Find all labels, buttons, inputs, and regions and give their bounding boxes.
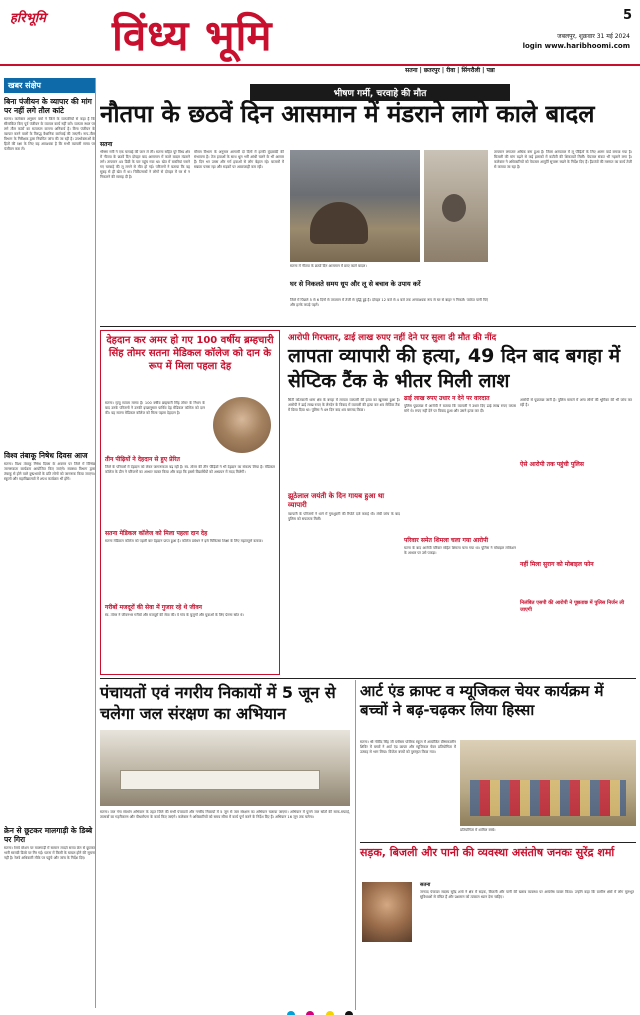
murder-sub-1: ढाई लाख रुपए उधार न देने पर वारदात xyxy=(404,395,490,402)
sidebar-header: खबर संक्षेप xyxy=(4,78,95,93)
sidebar-body-2: सतना। विश्व तंबाकू निषेध दिवस के अवसर पर जिले में विभिन्न जागरूकता कार्यक्रम आयोजित किए जाएंगे। स्वास्थ्य विभाग द्वारा तंबाकू से होने वाले दुष्प्रभावों के प्रति लोगों को जागरूक किया जाएगा। स्कूलों और महाविद्यालयों में शपथ कार्यक्रम भी होंगे। xyxy=(4,462,95,481)
sidebar-headline-1: बिना पंजीयन के व्यापार की मांग पर नहीं लगे तौल कांटे xyxy=(4,97,92,115)
lead-body-3: तापमान लगातार अधिक बना हुआ है। जिला अस्पताल में लू पीड़ितों के लिए अलग वार्ड बनाया गया है। बिजली की मांग बढ़ने से कई इलाकों में कटौती की शिकायतें मिलीं। पेयजल संकट भी गहराने लगा है। कलेक्टर ने अधिकारियों को पेयजल आपूर्ति सुचारू रखने के निर्देश दिए हैं। हैंडपंपों की मरम्मत का कार्य तेजी से कराया जा रहा है। xyxy=(494,150,632,169)
registration-marks xyxy=(230,1004,410,1015)
divider-3 xyxy=(360,842,636,843)
lead-subhead: घर से निकलते समय धूप और लू से बचाव के उपाय करें xyxy=(290,280,421,288)
sidebar-body-3: सतना। रेलवे स्टेशन पर मालगाड़ी में सामान लादते समय क्रेन से छूटकर भारी सामग्री डिब्बे पर गिर गई। घटना में किसी के घायल होने की सूचना नहीं है। रेलवे अधिकारी मौके पर पहुंचे और जांच के निर्देश दिए। xyxy=(4,846,95,860)
road-dateline: सतना xyxy=(420,882,431,888)
cyan-dot xyxy=(287,1011,295,1015)
murder-body-1: सिटी कोतवाली थाना क्षेत्र के बगहा में लापता व्यापारी की हत्या का खुलासा हुआ है। आरोपी ने ढाई लाख रुपए के लेनदेन के विवाद में व्यापारी की हत्या कर शव सेप्टिक टैंक में छिपा दिया था। पुलिस ने 49 दिन बाद शव बरामद किया। xyxy=(288,398,400,412)
water-body: सतना। जल गंगा संवर्धन अभियान के तहत जिले की सभी पंचायतों और नगरीय निकायों में 5 जून से जल संरक्षण का अभियान चलाया जाएगा। अभियान में पुराने जल स्रोतों की साफ-सफाई, तालाबों का गहरीकरण और पौधारोपण के कार्य किए जाएंगे। कलेक्टर ने अधिकारियों को समय सीमा में कार्य पूर्ण करने के निर्देश दिए हैं। अभियान 16 जून तक चलेगा। xyxy=(100,810,350,819)
murder-body-4: घटना के बाद आरोपी परिवार सहित शिमला चला गया था। पुलिस ने मोबाइल लोकेशन के आधार पर उसे पकड़ा। xyxy=(404,546,516,555)
murder-sub-4: ऐसे आरोपी तक पहुंची पुलिस xyxy=(520,461,584,468)
art-body: सतना। श्री गोविंद सिंह जी ब्लॉसम पब्लिक स्कूल में आयोजित ग्रीष्मकालीन शिविर में बच्चों ने आर्ट एंड क्राफ्ट और म्यूजिकल चेयर प्रतियोगिता में उत्साह से भाग लिया। विजेता बच्चों को पुरस्कृत किया गया। xyxy=(360,740,456,754)
box-story xyxy=(100,330,280,675)
box-body-3: सतना मेडिकल कॉलेज को पहली बार देहदान प्राप्त हुआ है। कॉलेज प्रबंधन ने इसे चिकित्सा शिक्षा के लिए महत्वपूर्ण बताया। xyxy=(105,539,263,543)
box-sub-1: तीन पीढ़ियों ने देहदान से हुए प्रेरित xyxy=(105,456,180,463)
divider-2 xyxy=(100,678,636,679)
art-photo xyxy=(460,740,636,826)
lead-photo-2 xyxy=(424,150,488,262)
lead-subbody: जिले में पिछले 5 से 6 दिनों से तापमान में तेजी से वृद्धि हुई है। दोपहर 12 बजे से 4 बजे तक अनावश्यक रूप से घर से बाहर न निकलें। पर्याप्त पानी पिएं और हल्के कपड़े पहनें। xyxy=(290,298,488,307)
murder-body-3: व्यापारी के परिजनों ने थाने में गुमशुदगी की रिपोर्ट दर्ज कराई थी। लंबी जांच के बाद पुलिस को सफलता मिली। xyxy=(288,512,400,521)
sidebar-headline-2: विश्व तंबाकू निषेध दिवस आज xyxy=(4,451,88,460)
sidebar xyxy=(4,78,96,1008)
box-portrait xyxy=(213,397,271,453)
section-title: विंध्य भूमि xyxy=(112,11,273,60)
lead-kicker: भीषण गर्मी, चरवाहे की मौत xyxy=(250,84,510,101)
murder-sub-5: नहीं मिला सुराग को मोबाइल फोन xyxy=(520,561,594,568)
murder-body-2: पुलिस पूछताछ में आरोपी ने बताया कि व्यापारी ने उधार दिए ढाई लाख रुपए वापस मांगे थे। रुपए नहीं देने पर विवाद हुआ और उसने हत्या कर दी। xyxy=(404,404,516,413)
issue-date: जबलपुर, शुक्रवार 31 मई 2024 xyxy=(557,33,630,40)
murder-body-5: आरोपी से पूछताछ जारी है। पुलिस मामले में अन्य लोगों की भूमिका की भी जांच कर रही है। xyxy=(520,398,632,407)
box-headline: देहदान कर अमर हो गए 100 वर्षीय ब्रम्हचारी सिंह तोमर सतना मेडिकल कॉलेज को दान के रूप में मिला पहला देह xyxy=(106,335,274,372)
magenta-dot xyxy=(306,1011,314,1015)
brand-logo: हरिभूमि xyxy=(10,11,46,26)
region-strip: सतना | छतरपुर | रीवा | सिंगरौली | पन्ना xyxy=(405,67,495,74)
divider-v xyxy=(355,680,356,1010)
lead-dateline: सतना xyxy=(100,141,113,148)
murder-sub-2: झूठेलाल जयंती के दिन गायब हुआ था व्यापारी xyxy=(288,492,385,509)
box-body-1: सतना। मृत्यु सत्यम मानव है। 100 वर्षीय ब्रम्हचारी सिंह तोमर के निधन के बाद उनके परिजनों ने उनकी इच्छानुसार पार्थिव देह मेडिकल कॉलेज को दान की। यह सतना मेडिकल कॉलेज को मिला पहला देहदान है। xyxy=(105,401,205,415)
box-sub-3: गरीबों मजदूरों की सेवा में गुजार रहे थे जीवन xyxy=(105,604,202,611)
water-headline: पंचायतों एवं नगरीय निकायों में 5 जून से चलेगा जल संरक्षण का अभियान xyxy=(100,683,336,723)
road-portrait xyxy=(362,882,412,942)
murder-sub-3: परिवार समेत शिमला चला गया आरोपी xyxy=(404,537,489,544)
road-body: जनपद पंचायत सदस्य सुरेंद्र शर्मा ने क्षेत्र में सड़क, बिजली और पानी की खराब व्यवस्था पर असंतोष व्यक्त किया। उन्होंने कहा कि ग्रामीण क्षेत्रों में लोग मूलभूत सुविधाओं से वंचित हैं और प्रशासन को तत्काल ध्यान देना चाहिए। xyxy=(420,890,634,899)
lead-caption: सतना में नौतपा के छठवें दिन आसमान में छाए काले बादल। xyxy=(290,264,367,268)
art-caption: प्रतियोगिता में शामिल बच्चे। xyxy=(460,828,496,832)
yellow-dot xyxy=(326,1011,334,1015)
photo-bird xyxy=(442,194,466,222)
photo-figure xyxy=(310,202,368,244)
lead-headline-text: नौतपा के छठवें दिन आसमान में मंडराने लागे काले बादल xyxy=(100,100,595,128)
site-url[interactable]: login www.haribhoomi.com xyxy=(522,42,630,50)
lead-body-2: मौसम विभाग के अनुसार आगामी दो दिनों में हल्की बूंदाबांदी की संभावना है। तेज हवाओं के साथ धूल भरी आंधी चलने के भी आसार हैं। दिन भर उमस और गर्म हवाओं से लोग बेहाल रहे। बाजारों में सन्नाटा पसरा रहा और सड़कों पर आवाजाही कम रही। xyxy=(194,150,284,169)
sidebar-headline-3: क्रेन से छूटकर मालगाड़ी के डिब्बे पर गिरा xyxy=(4,826,93,844)
meeting-table xyxy=(120,770,320,790)
masthead xyxy=(0,0,640,66)
box-body-2: जिले के परिवारों में देहदान को लेकर जागरूकता बढ़ रही है। स्व. तोमर की तीन पीढ़ियों ने भी देहदान का संकल्प लिया है। मेडिकल कॉलेज के डीन ने परिजनों का आभार व्यक्त किया और कहा कि इससे विद्यार्थियों को अध्ययन में मदद मिलेगी। xyxy=(105,465,275,474)
sidebar-body-1: सतना। कलेक्टर अनुराग वर्मा ने जिले के व्यापारियों से कहा है कि सीमांकित किए पूर्व पंजीयन के व्यापार कार्य नहीं करें। व्यापार स्थल पर लगे तौल कांटों का सत्यापन कराना अनिवार्य है। बिना पंजीयन के व्यापार करने वालों के विरुद्ध वैधानिक कार्रवाई की जाएगी। नाप-तौल विभाग के निरीक्षक द्वारा नियमित जांच की जा रही है। उपभोक्ताओं के हितों की रक्षा के लिए यह आवश्यक है कि सभी व्यापारी समय पर पंजीयन करा लें। xyxy=(4,117,95,151)
lead-photo-1 xyxy=(290,150,420,262)
murder-kicker: आरोपी गिरफ्तार, ढाई लाख रुपए नहीं देने पर सुला दी मौत की नींद xyxy=(288,333,497,343)
page-number: 5 xyxy=(622,8,632,23)
murder-footer: निलंबित एसपी की आरोपी ने पूछताछ में पुलिस निर्जन ली जाएगी xyxy=(520,600,625,613)
divider-1 xyxy=(100,326,636,327)
photo-kids xyxy=(470,780,626,816)
art-headline: आर्ट एंड क्राफ्ट व म्यूजिकल चेयर कार्यक्रम में बच्चों ने बढ़-चढ़कर लिया हिस्सा xyxy=(360,682,604,719)
black-dot xyxy=(345,1011,353,1015)
murder-headline: लापता व्यापारी की हत्या, 49 दिन बाद बगहा में सेप्टिक टैंक के भीतर मिली लाश xyxy=(288,345,621,392)
road-headline: सड़क, बिजली और पानी की व्यवस्था असंतोष जनकः सुरेंद्र शर्मा xyxy=(360,846,615,859)
lead-body-1: भीषण गर्मी ने एक चरवाहे की जान ले ली। सतना सहित पूरे विंध्य क्षेत्र में नौतपा के छठवें दिन दोपहर बाद आसमान में काले बादल मंडराने लगे। तापमान 45 डिग्री के पार पहुंच गया था। खेत में बकरियां चराने गए चरवाहे की लू लगने से मौत हो गई। परिजनों ने बताया कि वह सुबह से ही खेत में था। चिकित्सकों ने लोगों से दोपहर में घर से न निकलने की सलाह दी है। xyxy=(100,150,190,179)
box-body-4: स्व. तोमर ने जीवनभर गरीबों और मजदूरों की सेवा की। वे गांव के बुजुर्गों और युवाओं के लिए प्रेरणा स्रोत थे। xyxy=(105,613,244,617)
box-sub-2: सतना मेडिकल कॉलेज को मिला पहला दान देह xyxy=(105,530,208,537)
lead-headline xyxy=(100,98,636,130)
water-photo xyxy=(100,730,350,806)
